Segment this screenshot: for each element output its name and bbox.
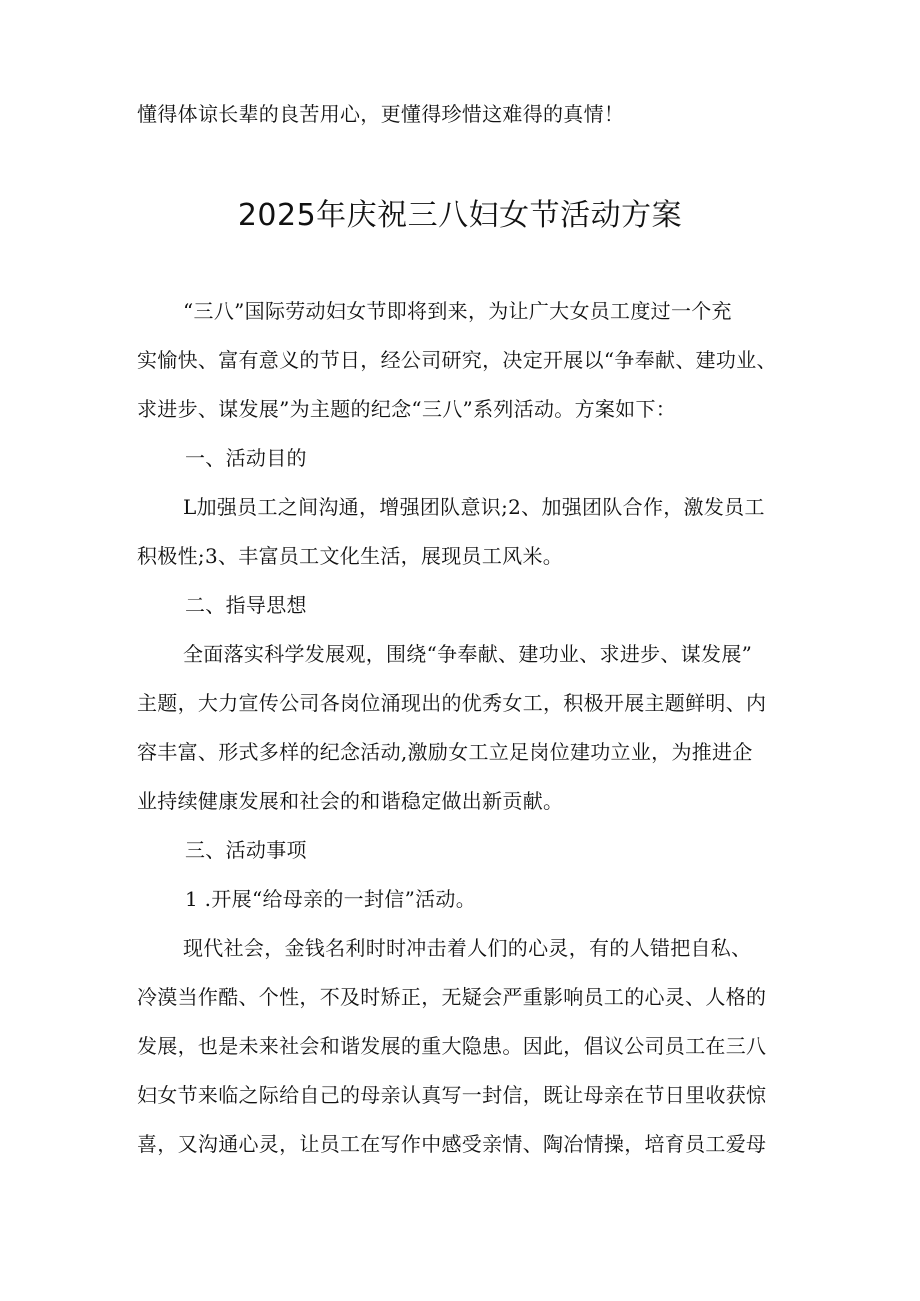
guiding-line-2: 主题，大力宣传公司各岗位涌现出的优秀女工，积极开展主题鲜明、内 [137,691,767,715]
objective-line-2: 积极性;3、丰富员工文化生活，展现员工风米。 [137,544,564,568]
activity-body-line-5: 喜，又沟通心灵，让员工在写作中感受亲情、陶冶情操，培育员工爱母 [137,1132,767,1156]
activity-body-line-2: 冷漠当作酷、个性，不及时矫正，无疑会严重影响员工的心灵、人格的 [137,985,767,1009]
section-heading-3: 三、活动事项 [185,838,307,862]
section-heading-1: 一、活动目的 [185,446,307,470]
intro-line-3: 求进步、谋发展”为主题的纪念“三八”系列活动。方案如下： [137,397,677,421]
activity-item-1: 1 .开展“给母亲的一封信”活动。 [185,887,476,911]
activity-body-line-1: 现代社会，金钱名利时时冲击着人们的心灵，有的人错把自私、 [183,936,752,960]
section-heading-2: 二、指导思想 [185,593,307,617]
paragraph-continuation: 懂得体谅长辈的良苦用心，更懂得珍惜这难得的真情！ [137,102,625,126]
intro-line-1: “三八”国际劳动妇女节即将到来，为让广大女员工度过一个充 [183,299,732,323]
guiding-line-1: 全面落实科学发展观，围绕“争奉献、建功业、求进步、谋发展” [183,642,753,666]
guiding-line-4: 业持续健康发展和社会的和谐稳定做出新贡献。 [137,789,564,813]
guiding-line-3: 容丰富、形式多样的纪念活动,激励女工立足岗位建功立业，为推进企 [137,740,753,764]
activity-body-line-4: 妇女节来临之际给自己的母亲认真写一封信，既让母亲在节日里收获惊 [137,1083,767,1107]
document-title: 2025年庆祝三八妇女节活动方案 [237,198,683,233]
activity-body-line-3: 发展，也是未来社会和谐发展的重大隐患。因此，倡议公司员工在三八 [137,1034,767,1058]
objective-line-1: L加强员工之间沟通，增强团队意识;2、加强团队合作，激发员工 [183,495,765,519]
intro-line-2: 实愉快、富有意义的节日，经公司研究，决定开展以“争奉献、建功业、 [137,348,777,372]
